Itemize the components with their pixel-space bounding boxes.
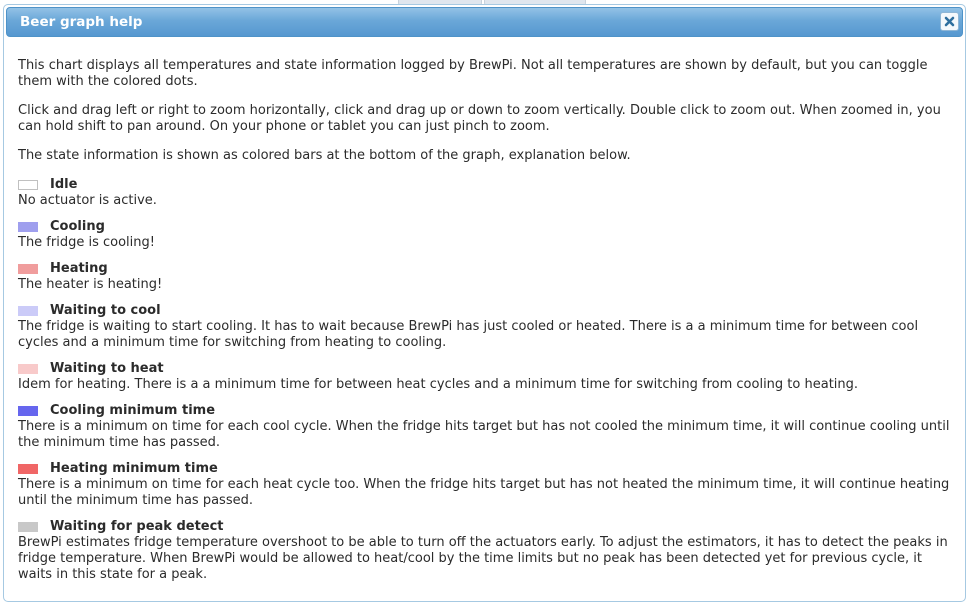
state-name: Cooling (50, 219, 105, 234)
state-name: Idle (50, 177, 78, 192)
legend-item (18, 261, 953, 293)
state-description: There is a minimum on time for each heat cycle too. When the fridge hits target but has not heated the minimum time, it will continue heating until the minimum time has passed. (18, 477, 950, 508)
state-description: BrewPi estimates fridge temperature overshoot to be able to turn off the actuators early. To adjust the estimators, it has to detect the peaks in fridge temperature. When BrewPi would be allowed to heat/cool by the time limits but no peak has been detected yet for previous cycle, it waits in this state for a peak. (18, 535, 948, 582)
legend-item-header (18, 403, 953, 419)
legend-item (18, 519, 953, 583)
state-name: Waiting to cool (50, 303, 161, 318)
intro-paragraph: Click and drag left or right to zoom horizontally, click and drag up or down to zoom vertically. Double click to zoom out. When zoomed in, you can hold shift to pan around. On your phone or tablet you can just pinch to zoom. (18, 103, 941, 134)
intro-paragraph: The state information is shown as colored bars at the bottom of the graph, explanation below. (18, 148, 631, 163)
legend-item-header (18, 461, 953, 477)
state-name: Waiting to heat (50, 361, 164, 376)
state-name: Waiting for peak detect (50, 519, 224, 534)
legend-item (18, 461, 953, 509)
legend-item-header (18, 361, 953, 377)
dialog-titlebar[interactable] (6, 7, 963, 37)
state-description: The fridge is waiting to start cooling. It has to wait because BrewPi has just cooled or heated. There is a a minimum time for between cool cycles and a minimum time for switching from heating to cooling. (18, 319, 919, 350)
state-description: No actuator is active. (18, 193, 157, 208)
legend-item-header (18, 219, 953, 235)
state-color-swatch (18, 364, 38, 374)
legend-item (18, 177, 953, 209)
state-color-swatch (18, 306, 38, 316)
dialog-content (18, 58, 953, 593)
state-name: Cooling minimum time (50, 403, 216, 418)
state-name: Heating minimum time (50, 461, 218, 476)
state-legend (18, 177, 953, 583)
state-color-swatch (18, 222, 38, 232)
state-description: There is a minimum on time for each cool cycle. When the fridge hits target but has not cooled the minimum time, it will continue cooling until the minimum time has passed. (18, 419, 950, 450)
state-description: Idem for heating. There is a a minimum time for between heat cycles and a minimum time for switching from cooling to heating. (18, 377, 859, 392)
state-color-swatch (18, 180, 38, 190)
legend-item (18, 403, 953, 451)
legend-item-header (18, 519, 953, 535)
intro-paragraph: This chart displays all temperatures and state information logged by BrewPi. Not all temperatures are shown by default, but you can toggle them with the colored dots. (18, 58, 928, 89)
close-icon (944, 16, 955, 27)
state-color-swatch (18, 522, 38, 532)
legend-item (18, 219, 953, 251)
state-color-swatch (18, 264, 38, 274)
legend-item-header (18, 261, 953, 277)
state-description: The heater is heating! (18, 277, 163, 292)
legend-item (18, 303, 953, 351)
state-color-swatch (18, 406, 38, 416)
close-button[interactable] (940, 12, 959, 31)
state-name: Heating (50, 261, 108, 276)
state-color-swatch (18, 464, 38, 474)
legend-item-header (18, 177, 953, 193)
state-description: The fridge is cooling! (18, 235, 155, 250)
legend-item (18, 361, 953, 393)
dialog-title: Beer graph help (20, 14, 143, 30)
legend-item-header (18, 303, 953, 319)
help-dialog (3, 4, 966, 602)
